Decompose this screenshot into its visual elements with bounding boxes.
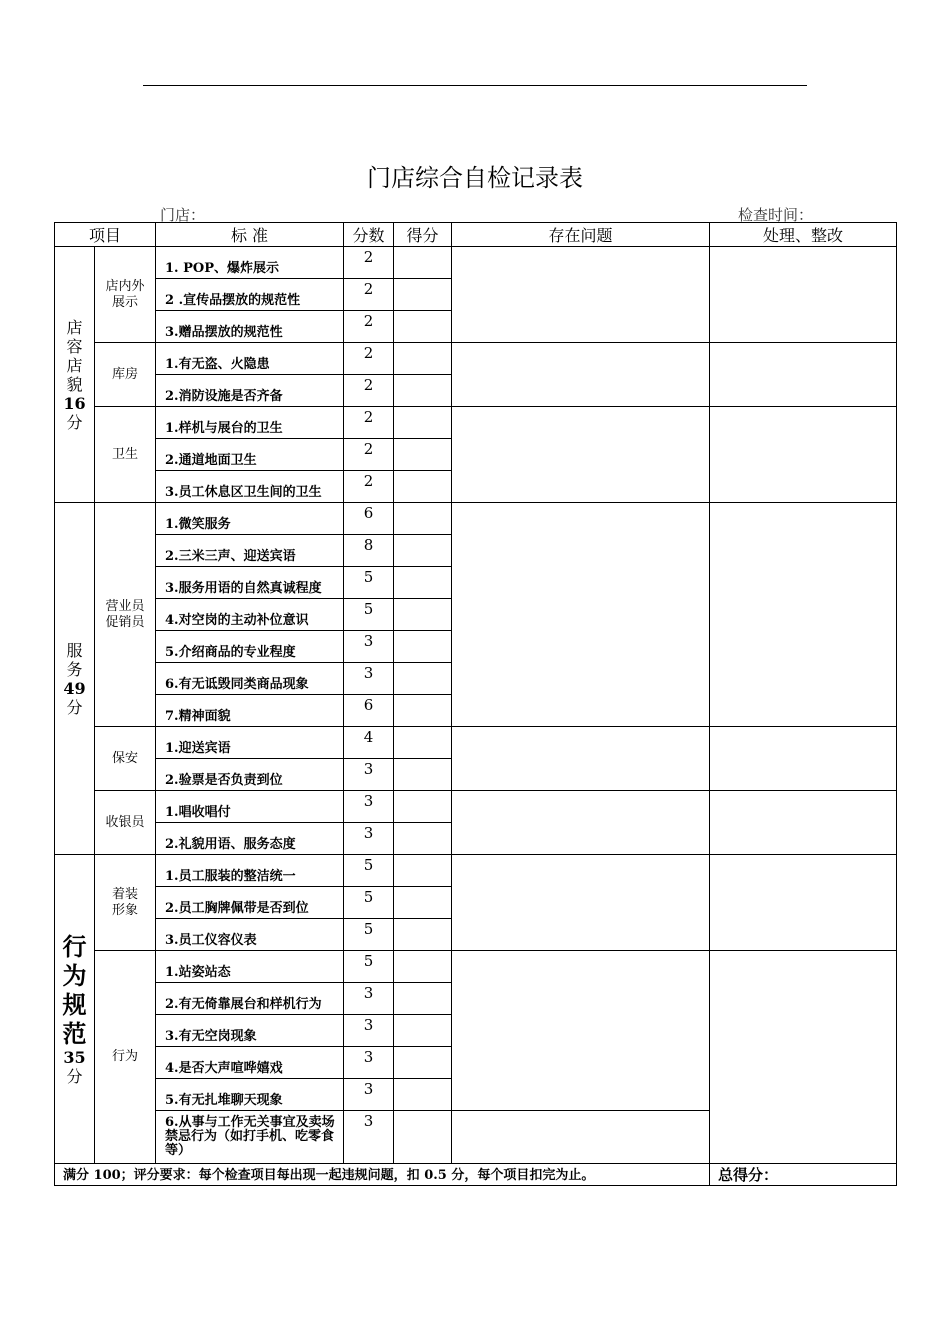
score-cell: 3 [344,791,394,823]
issue-cell[interactable] [452,503,710,727]
score-cell: 5 [344,567,394,599]
standard-text: 2.员工胸牌佩带是否到位 [156,887,344,919]
score-cell: 2 [344,279,394,311]
header-got: 得分 [394,223,452,247]
standard-text: 2.有无倚靠展台和样机行为 [156,983,344,1015]
issue-cell[interactable] [452,1111,710,1164]
issue-cell[interactable] [452,951,710,1111]
got-cell[interactable] [394,887,452,919]
standard-text: 2.三米三声、迎送宾语 [156,535,344,567]
table-row [55,503,897,535]
sub-dress: 着装 形象 [95,855,156,951]
got-cell[interactable] [394,279,452,311]
issue-cell[interactable] [452,407,710,503]
category-conduct: 行 为 规 范 35 分 [55,855,95,1164]
standard-text: 3.赠品摆放的规范性 [156,311,344,343]
standard-text: 5.介绍商品的专业程度 [156,631,344,663]
header-standard: 标 准 [156,223,344,247]
standard-text: 1.站姿站态 [156,951,344,983]
sub-hygiene: 卫生 [95,407,156,503]
footer-row [55,1164,897,1186]
standard-text: 3.有无空岗现象 [156,1015,344,1047]
score-cell: 3 [344,1111,394,1164]
table-row [55,247,897,279]
standard-text: 3.服务用语的自然真诚程度 [156,567,344,599]
issue-cell[interactable] [452,727,710,791]
got-cell[interactable] [394,1015,452,1047]
sub-display: 店内外 展示 [95,247,156,343]
got-cell[interactable] [394,759,452,791]
score-cell: 5 [344,919,394,951]
standard-text: 1.微笑服务 [156,503,344,535]
score-cell: 4 [344,727,394,759]
got-cell[interactable] [394,631,452,663]
score-cell: 3 [344,983,394,1015]
got-cell[interactable] [394,663,452,695]
standard-text: 4.是否大声喧哗嬉戏 [156,1047,344,1079]
table-row [55,407,897,439]
score-cell: 3 [344,1015,394,1047]
issue-cell[interactable] [452,343,710,407]
standard-text: 1.迎送宾语 [156,727,344,759]
standard-text: 2.消防设施是否齐备 [156,375,344,407]
standard-text: 1.唱收唱付 [156,791,344,823]
sub-security: 保安 [95,727,156,791]
category-store-appearance: 店 容 店 貌 16 分 [55,247,95,503]
table-row [55,951,897,983]
got-cell[interactable] [394,311,452,343]
got-cell[interactable] [394,919,452,951]
fix-cell[interactable] [710,855,897,951]
issue-cell[interactable] [452,855,710,951]
got-cell[interactable] [394,567,452,599]
got-cell[interactable] [394,535,452,567]
fix-cell[interactable] [710,503,897,727]
standard-text: 1.员工服装的整洁统一 [156,855,344,887]
score-cell: 8 [344,535,394,567]
scoring-note: 满分 100；评分要求：每个检查项目每出现一起违规问题，扣 0.5 分，每个项目扣完为止。 [55,1164,710,1186]
score-cell: 5 [344,599,394,631]
standard-text: 2.验票是否负责到位 [156,759,344,791]
issue-cell[interactable] [452,791,710,855]
standard-text: 7.精神面貌 [156,695,344,727]
score-cell: 3 [344,1047,394,1079]
score-cell: 2 [344,471,394,503]
store-label: 门店： [160,206,206,224]
got-cell[interactable] [394,247,452,279]
total-score-label: 总得分： [710,1164,897,1186]
got-cell[interactable] [394,791,452,823]
fix-cell[interactable] [710,247,897,343]
got-cell[interactable] [394,951,452,983]
score-cell: 2 [344,311,394,343]
standard-text: 2.通道地面卫生 [156,439,344,471]
score-cell: 3 [344,823,394,855]
score-cell: 2 [344,375,394,407]
got-cell[interactable] [394,343,452,375]
standard-text: 1.有无盗、火隐患 [156,343,344,375]
got-cell[interactable] [394,855,452,887]
score-cell: 3 [344,631,394,663]
check-time-label: 检查时间： [738,206,814,224]
standard-text: 3.员工休息区卫生间的卫生 [156,471,344,503]
standard-text: 1. POP、爆炸展示 [156,247,344,279]
issue-cell[interactable] [452,247,710,343]
got-cell[interactable] [394,599,452,631]
score-cell: 2 [344,407,394,439]
fix-cell[interactable] [710,727,897,791]
sub-storage: 库房 [95,343,156,407]
got-cell[interactable] [394,471,452,503]
score-cell: 5 [344,855,394,887]
table-row [55,727,897,759]
score-cell: 6 [344,503,394,535]
got-cell[interactable] [394,503,452,535]
fix-cell[interactable] [710,343,897,407]
header-row [55,223,897,247]
standard-text: 2.礼貌用语、服务态度 [156,823,344,855]
header-fix: 处理、整改 [710,223,897,247]
sub-cashier: 收银员 [95,791,156,855]
standard-text: 1.样机与展台的卫生 [156,407,344,439]
score-cell: 6 [344,695,394,727]
fix-cell[interactable] [710,407,897,503]
score-cell: 3 [344,759,394,791]
score-cell: 3 [344,1079,394,1111]
score-cell: 2 [344,247,394,279]
header-rule [143,85,807,86]
header-item: 项目 [55,223,156,247]
got-cell[interactable] [394,1079,452,1111]
score-cell: 2 [344,439,394,471]
got-cell[interactable] [394,375,452,407]
standard-text: 4.对空岗的主动补位意识 [156,599,344,631]
got-cell[interactable] [394,823,452,855]
fix-cell[interactable] [710,791,897,855]
table-row [55,791,897,823]
table-row [55,343,897,375]
got-cell[interactable] [394,727,452,759]
fix-cell[interactable] [710,951,897,1164]
score-cell: 5 [344,887,394,919]
got-cell[interactable] [394,983,452,1015]
score-cell: 5 [344,951,394,983]
header-score: 分数 [344,223,394,247]
got-cell[interactable] [394,1047,452,1079]
standard-text: 6.从事与工作无关事宜及卖场禁忌行为（如打手机、吃零食等） [156,1111,344,1164]
got-cell[interactable] [394,1111,452,1164]
got-cell[interactable] [394,439,452,471]
sub-behavior: 行为 [95,951,156,1164]
inspection-table [54,222,897,1186]
score-cell: 3 [344,663,394,695]
got-cell[interactable] [394,407,452,439]
table-row [55,855,897,887]
standard-text: 3.员工仪容仪表 [156,919,344,951]
standard-text: 5.有无扎堆聊天现象 [156,1079,344,1111]
got-cell[interactable] [394,695,452,727]
category-service: 服 务 49 分 [55,503,95,855]
sub-sales-staff: 营业员 促销员 [95,503,156,727]
standard-text: 6.有无诋毁同类商品现象 [156,663,344,695]
page-title: 门店综合自检记录表 [367,164,583,192]
standard-text: 2 .宣传品摆放的规范性 [156,279,344,311]
header-issue: 存在问题 [452,223,710,247]
score-cell: 2 [344,343,394,375]
